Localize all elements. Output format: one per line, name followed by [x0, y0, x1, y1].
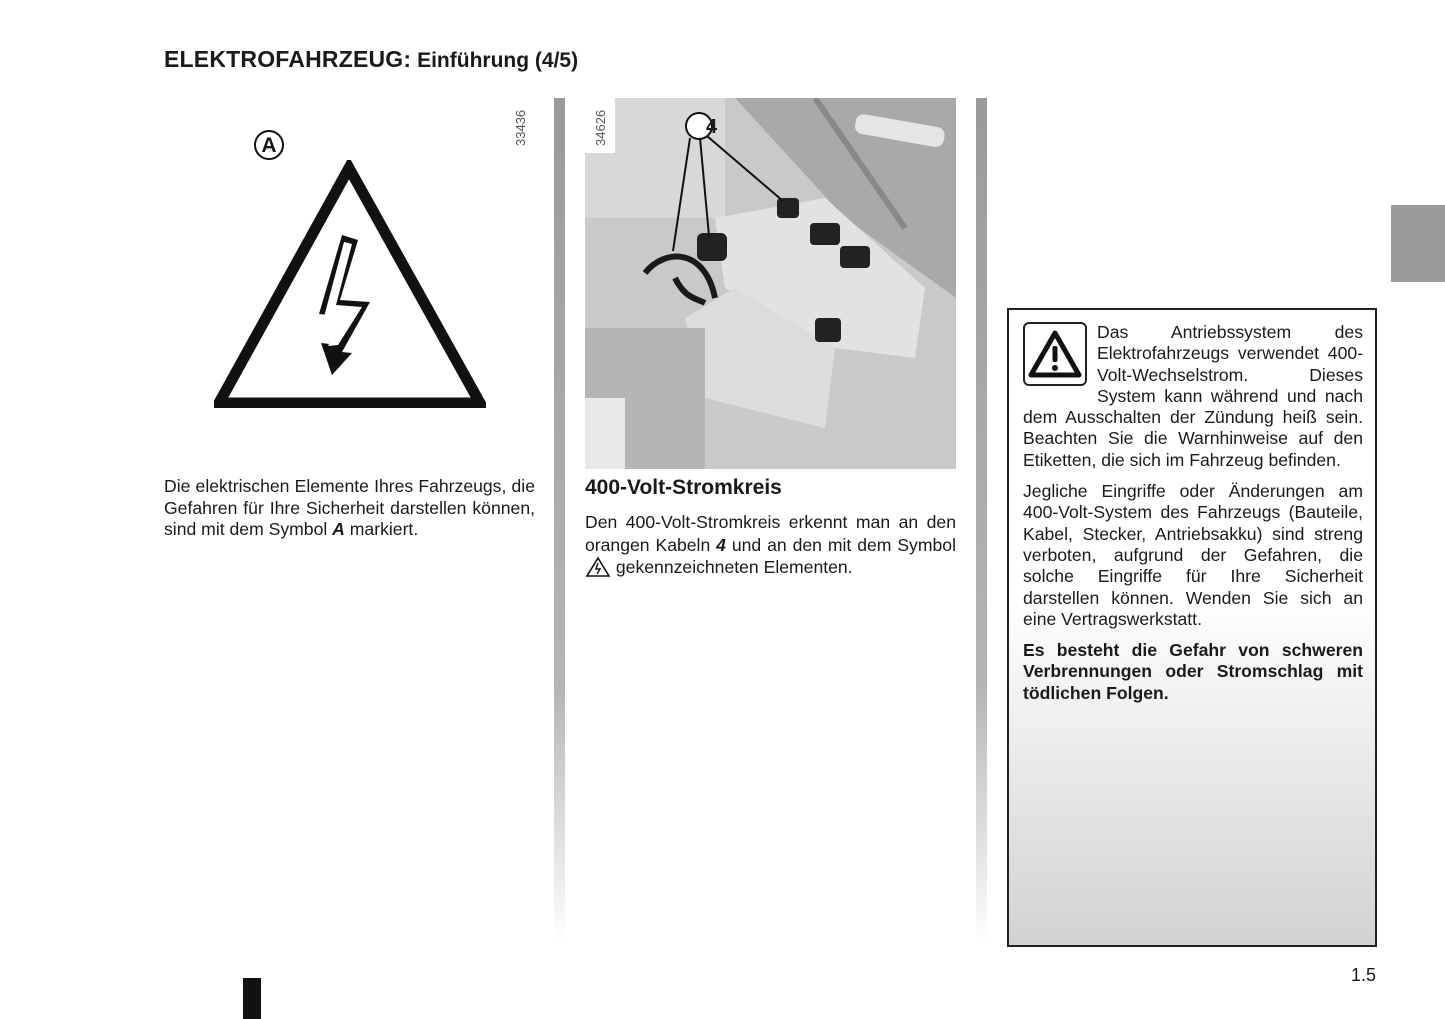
column-divider: [554, 98, 565, 943]
warning-triangle-icon: [1023, 322, 1087, 386]
figure-callout: 4: [706, 116, 718, 138]
warning-box: [1007, 308, 1377, 947]
figure-number: 34626: [593, 109, 608, 146]
col1-text: Die elektrischen Elemente Ihres Fahrzeugs, die Gefahren für Ihre Sicherheit darstellen können, sind mit dem Symbol A markiert.: [164, 476, 535, 539]
title-main: ELEKTROFAHRZEUG:: [164, 46, 412, 72]
warning-para-2: Jegliche Eingriffe oder Änderungen am 400-Volt-System des Fahrzeugs (Bauteile, Kabel, Stecker, Antriebsakku) sind streng verboten, aufgrund der Gefahren, die solche Eingriffe für Ihre Sicherheit darstellen können. Wenden Sie sich an eine Vertragswerkstatt.: [1023, 481, 1363, 629]
warning-para-1: Das Antriebssystem des Elektrofahrzeugs verwendet 400-Volt-Wechselstrom. Dieses System kann während und nach dem Ausschalten der Zündung heiß sein. Beachten Sie die Warnhinweise auf den Etiketten, die sich im Fahrzeug befinden.: [1023, 322, 1363, 470]
high-voltage-warning-triangle-icon: [214, 160, 486, 408]
engine-bay-photo: [585, 98, 956, 469]
page-title: [164, 46, 578, 73]
column-divider: [976, 98, 987, 943]
warning-para-3: Es besteht die Gefahr von schweren Verbrennungen oder Stromschlag mit tödlichen Folgen.: [1023, 640, 1363, 703]
section-heading: 400-Volt-Stromkreis: [585, 476, 782, 499]
figure-number: 33436: [513, 109, 528, 146]
chapter-tab: [1391, 205, 1445, 282]
col2-text: Den 400-Volt-Stromkreis erkennt man an den orangen Kabeln 4 und an den mit dem Symbol gekennzeichneten Elementen.: [585, 512, 956, 577]
page-marker: [243, 978, 261, 1019]
title-sub: Einführung (4/5): [411, 49, 579, 72]
high-voltage-symbol-icon: [585, 556, 611, 578]
figure-label: A: [254, 130, 284, 160]
page-number: 1.5: [1351, 965, 1377, 985]
